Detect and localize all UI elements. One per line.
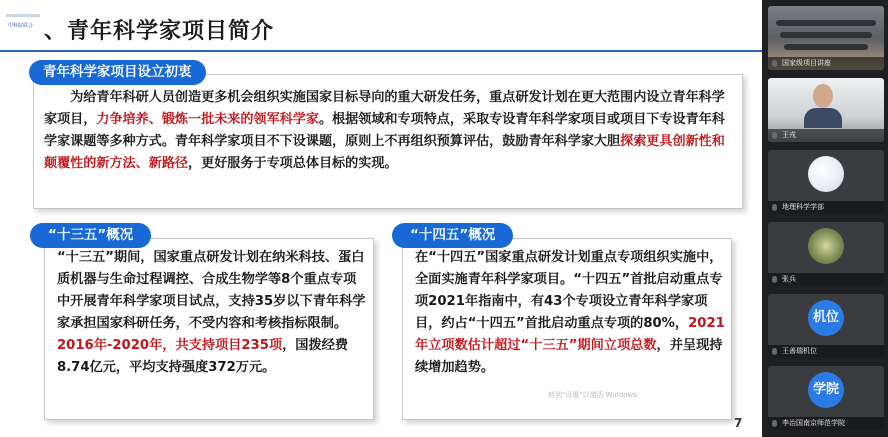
thirteenth-plan-box [44, 238, 374, 420]
thirteenth-plan-paragraph: “十三五”期间，国家重点研发计划在纳米科技、蛋白质机器与生命过程调控、合成生物学等8个重点专项中开展青年科学家项目试点，支持35岁以下青年科学家承担国家科研任务，不受内容和考核指标限制。2016年-2020年，共支持项目235项，国拨经费8.74亿元，平均支持强度372万元。 [57, 250, 366, 375]
participant-name: 李治国南京师范学院 [768, 417, 884, 430]
avatar: 学院 [808, 372, 844, 408]
slide-title: 、青年科学家项目简介 [44, 19, 275, 44]
avatar [808, 156, 844, 192]
fourteenth-plan-paragraph: 在“十四五”国家重点研发计划重点专项组织实施中，全面实施青年科学家项目。“十四五”首批启动重点专项2021年指南中，有43个专项设立青年科学家项目，约占“十四五”首批启动重点专项的80%，2021年立项数估计超过“十三五”期间立项总数，并呈现持续增加趋势。 [415, 250, 725, 375]
participant-name: 地理科学学部 [768, 201, 884, 214]
slide-logo: 中科院联合 [6, 10, 40, 36]
avatar: 机位 [808, 300, 844, 336]
thirteenth-plan-banner: “十三五”概况 [30, 223, 151, 248]
participant-tile-4[interactable] [768, 222, 884, 286]
participant-tile-6[interactable] [768, 366, 884, 430]
participant-tile-1[interactable] [768, 6, 884, 70]
participant-tile-3[interactable] [768, 150, 884, 214]
thirteenth-plan-highlight: 2016年-2020年，共支持项目235项 [57, 338, 283, 353]
intro-highlight-1: 力争培养、锻炼一批未来的领军科学家 [96, 112, 319, 127]
intro-paragraph: 为给青年科研人员创造更多机会组织实施国家目标导向的重大研发任务，重点研发计划在更大范围内设立青年科学家项目，力争培养、锻炼一批未来的领军科学家。根据领域和专项特点，采取专设青年科学家项目或项目下专设青年科学家课题等多种方式。青年科学家项目不下设课题，原则上不再组织预算评估，鼓励青年科学家大胆探索更具创新性和颠覆性的新方法、新路径，更好服务于专项总体目标的实现。 [44, 90, 725, 171]
avatar [808, 228, 844, 264]
participant-name: 国家级项目讲座 [768, 57, 884, 70]
intro-box [33, 74, 743, 209]
fourteenth-plan-highlight: 2021年立项数估计超过“十三五”期间立项总数 [415, 316, 725, 353]
participant-panel [762, 0, 888, 437]
intro-banner: 青年科学家项目设立初衷 [29, 60, 206, 85]
title-divider [0, 50, 762, 52]
participant-video-person [804, 82, 842, 126]
participant-tile-2[interactable] [768, 78, 884, 142]
participant-name: 王戎 [768, 129, 884, 142]
intro-highlight-2: 探索更具创新性和颠覆性的新方法、新路径 [44, 134, 725, 171]
participant-tile-5[interactable] [768, 294, 884, 358]
participant-name: 王善瑞机位 [768, 345, 884, 358]
windows-activation-watermark: 转到"设置"以激活 Windows [548, 391, 637, 399]
participant-name: 张兵 [768, 273, 884, 286]
fourteenth-plan-banner: “十四五”概况 [392, 223, 513, 248]
page-number: 7 [734, 416, 743, 430]
